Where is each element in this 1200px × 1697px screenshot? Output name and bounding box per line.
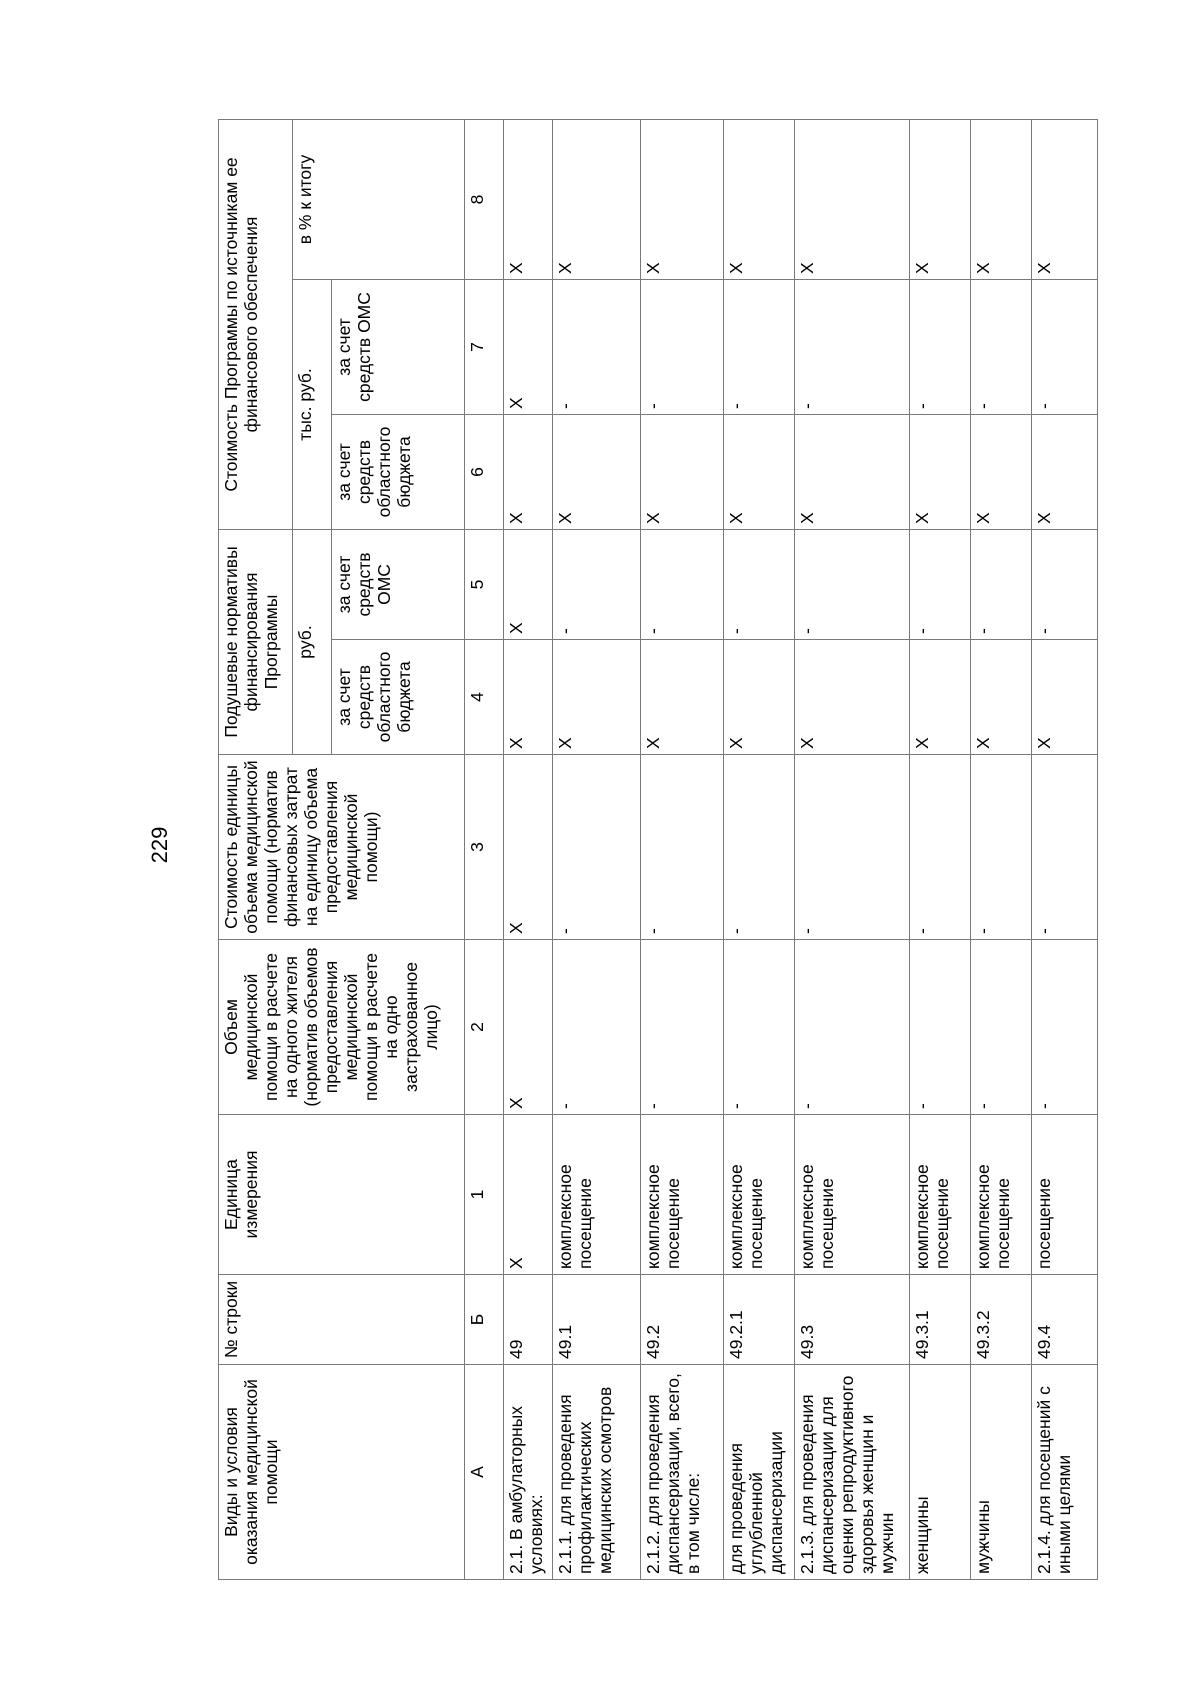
- row-unit-cost: -: [640, 755, 723, 940]
- column-number: 1: [464, 1115, 503, 1275]
- row-cost-budget: Х: [640, 414, 723, 529]
- row-unit: посещение: [1032, 1115, 1098, 1275]
- header-norm-regional-budget: за счет средств областного бюджета: [331, 640, 464, 755]
- row-norm-oms: -: [640, 529, 723, 639]
- row-unit-cost: -: [724, 755, 795, 940]
- header-norm-oms: за счет средств ОМС: [331, 529, 464, 639]
- row-unit: Х: [504, 1115, 553, 1275]
- row-cost-oms: -: [971, 279, 1032, 414]
- row-cost-oms: Х: [504, 279, 553, 414]
- row-number: 49.1: [553, 1275, 640, 1365]
- row-number: 49.2.1: [724, 1275, 795, 1365]
- row-cost-budget: Х: [724, 414, 795, 529]
- row-cost-budget: Х: [971, 414, 1032, 529]
- header-rub: руб.: [293, 529, 331, 754]
- row-unit: комплексное посещение: [909, 1115, 970, 1275]
- row-cost-oms: -: [640, 279, 723, 414]
- row-number: 49: [504, 1275, 553, 1365]
- row-label: мужчины: [971, 1365, 1032, 1580]
- header-kinds-conditions: Виды и условия оказания медицинской помощи: [219, 1365, 465, 1580]
- row-label: 2.1.2. для проведения диспансеризации, всего, в том числе:: [640, 1365, 723, 1580]
- row-unit-cost: -: [971, 755, 1032, 940]
- row-norm-budget: Х: [909, 640, 970, 755]
- row-cost-budget: Х: [795, 414, 910, 529]
- header-cost-regional-budget: за счет средств областного бюджета: [331, 414, 464, 529]
- header-program-cost: Стоимость Программы по источникам ее финансового обеспечения: [219, 119, 293, 529]
- row-norm-budget: Х: [971, 640, 1032, 755]
- row-unit-cost: -: [795, 755, 910, 940]
- rotated-table-wrapper: [218, 120, 1098, 1580]
- table-row: [909, 119, 970, 1579]
- table-row: [724, 119, 795, 1579]
- row-unit: комплексное посещение: [640, 1115, 723, 1275]
- column-number: Б: [464, 1275, 503, 1365]
- column-number: 3: [464, 755, 503, 940]
- column-number: 8: [464, 119, 503, 279]
- row-percent: Х: [724, 119, 795, 279]
- row-label: женщины: [909, 1365, 970, 1580]
- row-percent: Х: [553, 119, 640, 279]
- row-label: 2.1.3. для проведения диспансеризации для оценки репродуктивного здоровья женщин и мужчин: [795, 1365, 910, 1580]
- header-per-capita-norms: Подушевые нормативы финансирования Программы: [219, 529, 293, 754]
- row-volume: -: [640, 940, 723, 1115]
- row-cost-budget: Х: [504, 414, 553, 529]
- row-norm-budget: Х: [640, 640, 723, 755]
- row-volume: Х: [504, 940, 553, 1115]
- row-cost-oms: -: [553, 279, 640, 414]
- row-cost-oms: -: [909, 279, 970, 414]
- header-row-number: № строки: [219, 1275, 465, 1365]
- row-percent: Х: [795, 119, 910, 279]
- header-volume: Объем медицинской помощи в расчете на одного жителя (норматив объемов предоставления медицинской помощи в расчете на одно застрахованное лицо): [219, 940, 465, 1115]
- row-norm-oms: -: [724, 529, 795, 639]
- table-row: [504, 119, 553, 1579]
- row-cost-budget: Х: [553, 414, 640, 529]
- row-norm-budget: Х: [504, 640, 553, 755]
- row-cost-oms: -: [795, 279, 910, 414]
- page-number: 229: [147, 826, 172, 864]
- row-unit: комплексное посещение: [971, 1115, 1032, 1275]
- table-row: [1032, 119, 1098, 1579]
- row-norm-oms: Х: [504, 529, 553, 639]
- row-volume: -: [553, 940, 640, 1115]
- row-label: 2.1. В амбулаторных условиях:: [504, 1365, 553, 1580]
- header-unit-cost: Стоимость единицы объема медицинской помощи (норматив финансовых затрат на единицу объема предоставления медицинской помощи): [219, 755, 465, 940]
- header-percent-total: в % к итогу: [293, 119, 465, 279]
- row-volume: -: [1032, 940, 1098, 1115]
- row-unit: комплексное посещение: [553, 1115, 640, 1275]
- row-number: 49.2: [640, 1275, 723, 1365]
- row-label: 2.1.1. для проведения профилактических медицинских осмотров: [553, 1365, 640, 1580]
- row-percent: Х: [504, 119, 553, 279]
- row-percent: Х: [971, 119, 1032, 279]
- column-number: А: [464, 1365, 503, 1580]
- row-percent: Х: [1032, 119, 1098, 279]
- financing-table: [218, 119, 1098, 1580]
- row-norm-budget: Х: [553, 640, 640, 755]
- row-volume: -: [724, 940, 795, 1115]
- row-percent: Х: [640, 119, 723, 279]
- header-cost-oms: за счет средств ОМС: [331, 279, 464, 414]
- table-row: [553, 119, 640, 1579]
- column-number: 4: [464, 640, 503, 755]
- row-volume: -: [971, 940, 1032, 1115]
- row-unit-cost: -: [909, 755, 970, 940]
- row-label: для проведения углубленной диспансеризации: [724, 1365, 795, 1580]
- row-cost-oms: -: [1032, 279, 1098, 414]
- row-norm-oms: -: [553, 529, 640, 639]
- row-norm-oms: -: [971, 529, 1032, 639]
- row-volume: -: [909, 940, 970, 1115]
- row-label: 2.1.4. для посещений с иными целями: [1032, 1365, 1098, 1580]
- row-volume: -: [795, 940, 910, 1115]
- header-thous-rub: тыс. руб.: [293, 279, 331, 529]
- row-number: 49.3.2: [971, 1275, 1032, 1365]
- row-norm-budget: Х: [795, 640, 910, 755]
- row-norm-oms: -: [909, 529, 970, 639]
- row-unit: комплексное посещение: [795, 1115, 910, 1275]
- row-norm-oms: -: [795, 529, 910, 639]
- column-number: 7: [464, 279, 503, 414]
- row-percent: Х: [909, 119, 970, 279]
- row-norm-budget: Х: [1032, 640, 1098, 755]
- row-cost-oms: -: [724, 279, 795, 414]
- row-cost-budget: Х: [909, 414, 970, 529]
- row-cost-budget: Х: [1032, 414, 1098, 529]
- header-row-1: [219, 119, 293, 1579]
- row-unit-cost: -: [553, 755, 640, 940]
- column-number: 6: [464, 414, 503, 529]
- table-row: [795, 119, 910, 1579]
- row-norm-budget: Х: [724, 640, 795, 755]
- row-unit-cost: Х: [504, 755, 553, 940]
- row-unit-cost: -: [1032, 755, 1098, 940]
- table-row: [640, 119, 723, 1579]
- column-number-row: [464, 119, 503, 1579]
- header-unit: Единица измерения: [219, 1115, 465, 1275]
- row-norm-oms: -: [1032, 529, 1098, 639]
- row-unit: комплексное посещение: [724, 1115, 795, 1275]
- column-number: 5: [464, 529, 503, 639]
- table-row: [971, 119, 1032, 1579]
- row-number: 49.3: [795, 1275, 910, 1365]
- row-number: 49.3.1: [909, 1275, 970, 1365]
- column-number: 2: [464, 940, 503, 1115]
- row-number: 49.4: [1032, 1275, 1098, 1365]
